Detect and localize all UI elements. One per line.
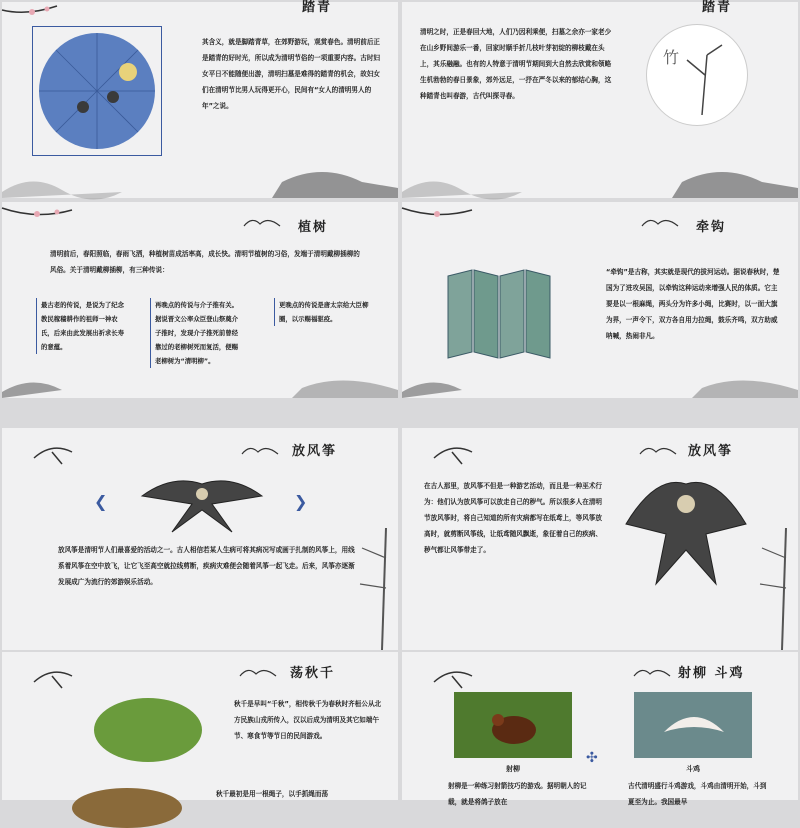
slide-text: 清明之时，正是春回大地，人们乃因利乘便，扫墓之余亦一家老少在山乡野间游乐一番，回家时顺手折几枝叶芽初绽的柳枝戴在头上，其乐融融。也有的人特意于清明节期间到大自然去欣赏和领略生机勃勃的春日景象，郊外远足，一抒在严冬以来的郁结心胸，这种踏青也叫春游，古代叫探寻春。	[420, 28, 612, 100]
slide-tagqing-2[interactable]	[402, 2, 798, 198]
slide-qiangou[interactable]	[402, 202, 798, 398]
slide-sheliu-douji[interactable]	[402, 652, 798, 806]
crane-icon	[32, 438, 82, 468]
ink-landscape-icon	[402, 152, 798, 198]
slide-intro: 清明前后，春阳照临，春雨飞洒，种植树苗成活率高，成长快。清明节植树的习俗，发端于清明戴柳插柳的风俗。关于清明戴柳插柳，有三种传说：	[50, 250, 360, 274]
slide-text-2: 秋千最初是用一根绳子，以手抓绳而荡	[216, 790, 329, 798]
slide-title: 植树	[298, 220, 329, 235]
slide-text-1: 射柳是一种练习射箭技巧的游戏。据明朝人的记载，就是将鸽子放在	[448, 782, 587, 806]
swing-photo	[94, 698, 202, 762]
ink-landscape-icon	[2, 152, 398, 198]
slide-dangqiuqian[interactable]	[2, 652, 398, 800]
bamboo-icon	[742, 528, 798, 650]
folding-screen-image	[446, 268, 552, 360]
cloud-icon	[632, 666, 672, 680]
cloud-icon	[640, 216, 680, 230]
ink-landscape-icon	[402, 368, 798, 398]
crane-icon	[32, 662, 82, 692]
slide-fangfengzheng-1[interactable]	[2, 428, 398, 650]
slide-tagqing-1[interactable]	[2, 2, 398, 198]
swallow-kite-image	[616, 474, 750, 594]
bamboo-char: 竹	[663, 48, 680, 67]
swing-photo-2	[72, 788, 182, 828]
slide-title: 荡秋千	[290, 666, 336, 681]
umbrella-image	[32, 26, 162, 156]
dove-photo	[634, 692, 752, 758]
slide-title: 射柳 斗鸡	[678, 666, 745, 681]
cloud-icon	[242, 216, 282, 230]
ink-landscape-icon	[2, 368, 398, 398]
slide-text: 放风筝是清明节人们最喜爱的活动之一。古人相信若某人生病可将其病况写或画于扎制的风筝上，用线系着风筝在空中放飞，让它飞至高空就拉线剪断，疾病灾难便会随着风筝一起飞走。后来，风筝亦逐渐发展成广为流行的郊游娱乐活动。	[58, 546, 355, 586]
legend-item-1: 最古老的传说，是说为了纪念教民稼穑耕作的祖师一神农氏，后来由此发展出祈求长寿的意蕴。	[36, 298, 125, 354]
legend-item-3: 更晚点的传说是唐太宗给大臣柳圈，以示赐福驱疫。	[274, 298, 371, 326]
caption-sheliu: 射柳	[506, 765, 520, 773]
slide-title: 牵钩	[696, 220, 727, 235]
chevron-left-icon[interactable]: ❮	[94, 492, 108, 511]
slide-text: “牵钩”是古称，其实就是现代的拔河运动。据说春秋时，楚国为了进攻吴国，以牵钩这种运动来增强人民的体质。它主要是以一根麻绳，两头分为许多小绳，比赛时，以一面大旗为界，一声令下，双方各自用力拉绳，鼓乐齐鸣，双方助威呐喊，热闹非凡。	[606, 268, 780, 340]
legend-item-2: 再晚点的传说与介子推有关。据说晋文公率众臣登山祭奠介子推时，发现介子推死前曾经靠过的老柳树死而复活，便赐老柳树为“清明柳”。	[150, 298, 239, 368]
cloud-icon	[240, 444, 280, 458]
slide-title: 踏青	[302, 0, 333, 15]
slide-text-2: 古代清明盛行斗鸡游戏，斗鸡由清明开始，斗到夏至为止。我国最早	[628, 782, 767, 806]
knot-icon: ✣	[586, 750, 598, 766]
slide-text: 其含义，就是脚踏青草，在郊野游玩，观赏春色。清明前后正是踏青的好时光，所以成为清明节俗的一项重要内容。古时妇女平日不能随便出游，清明扫墓是难得的踏青的机会，故妇女们在清明节比男人玩得更开心，民间有“女人的清明男人的年”之说。	[202, 38, 381, 110]
bamboo-circle	[646, 24, 748, 126]
chevron-right-icon[interactable]: ❯	[294, 492, 308, 511]
slide-title: 放风筝	[688, 444, 734, 459]
rooster-photo	[454, 692, 572, 758]
cloud-icon	[238, 666, 278, 680]
crane-icon	[432, 662, 482, 692]
slide-zhishu[interactable]	[2, 202, 398, 398]
swallow-kite-image	[132, 474, 272, 534]
slide-text: 秋千是早叫“千秋”，相传秋千为春秋时齐桓公从北方民族山戎所传入，汉以后成为清明及其它如端午节、寒食节等节日的民间游戏。	[234, 700, 382, 740]
slide-text: 在古人那里，放风筝不但是一种游艺活动，而且是一种巫术行为：他们认为放风筝可以放走自己的秽气。所以很多人在清明节放风筝时，将自己知道的所有灾病都写在纸鸢上，等风筝放高时，就剪断风筝线，让纸鸢随风飘逝，象征着自己的疾病、秽气都让风筝带走了。	[424, 482, 603, 554]
slide-title: 放风筝	[292, 444, 338, 459]
plum-branch-icon	[2, 202, 92, 232]
slide-fangfengzheng-2[interactable]	[402, 428, 798, 650]
slide-title: 踏青	[702, 0, 733, 15]
cloud-icon	[638, 444, 678, 458]
caption-douji: 斗鸡	[686, 765, 700, 773]
crane-icon	[432, 438, 482, 468]
bamboo-icon	[342, 528, 398, 650]
plum-branch-icon	[402, 202, 492, 232]
